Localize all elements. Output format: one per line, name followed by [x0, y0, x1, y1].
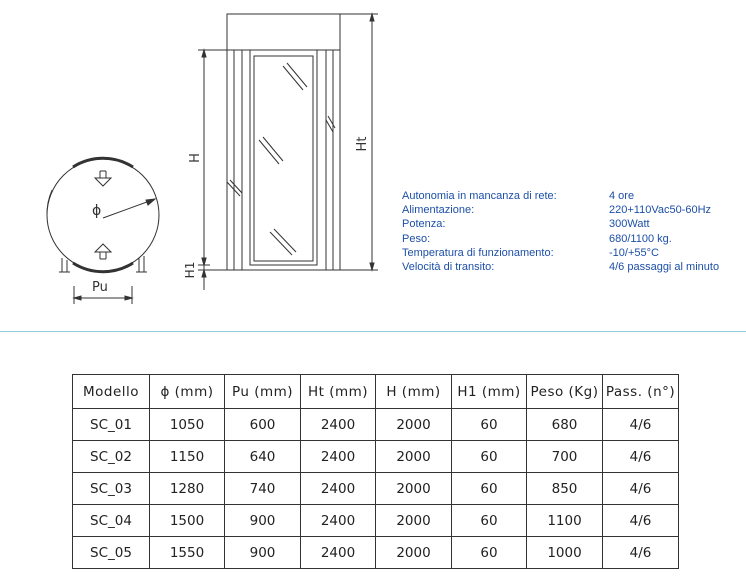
spec-label: Autonomia in mancanza di rete: — [402, 190, 557, 202]
table-cell: 1150 — [150, 441, 225, 473]
table-row — [73, 409, 679, 441]
table-cell: 600 — [225, 409, 301, 441]
spec-value: -10/+55°C — [609, 246, 659, 259]
column-header: ϕ (mm) — [150, 375, 225, 409]
column-header: H1 (mm) — [452, 375, 527, 409]
table-cell: 680 — [527, 409, 603, 441]
table-cell: 4/6 — [603, 409, 679, 441]
spec-row — [402, 260, 719, 274]
spec-value: 680/1100 kg. — [609, 232, 672, 245]
column-header: Pass. (n°) — [603, 375, 679, 409]
spec-row — [402, 189, 719, 203]
table-row — [73, 473, 679, 505]
table-cell: 2400 — [301, 441, 376, 473]
table-cell: 2000 — [376, 537, 452, 569]
spec-value: 4 ore — [609, 190, 635, 202]
total-height-label: Ht — [355, 136, 370, 152]
table-cell: 4/6 — [603, 473, 679, 505]
column-header: Peso (Kg) — [527, 375, 603, 409]
dimension-h1 — [202, 246, 206, 290]
spec-value: 300Watt — [609, 218, 650, 231]
base-height-label: H1 — [183, 261, 197, 279]
table-cell: 2000 — [376, 505, 452, 537]
table-cell: SC_03 — [73, 473, 150, 505]
width-label: Pu — [92, 280, 108, 295]
table-cell: 4/6 — [603, 537, 679, 569]
table-cell: 740 — [225, 473, 301, 505]
dimension-h — [198, 50, 234, 265]
table-cell: 60 — [452, 505, 527, 537]
table-cell: 2000 — [376, 441, 452, 473]
elevation-view — [198, 14, 340, 270]
spec-value: 220+110Vac50-60Hz — [609, 204, 712, 217]
table-cell: 1000 — [527, 537, 603, 569]
spec-label: Potenza: — [402, 218, 446, 231]
height-label: H — [188, 153, 203, 163]
table-cell: 2000 — [376, 409, 452, 441]
spec-label: Peso: — [402, 232, 431, 245]
table-cell: 60 — [452, 441, 527, 473]
table-cell: 4/6 — [603, 441, 679, 473]
table-cell: 60 — [452, 473, 527, 505]
table-header-row — [73, 375, 679, 409]
arrow-up-icon — [95, 244, 111, 259]
table-cell: 640 — [225, 441, 301, 473]
spec-label: Alimentazione: — [402, 204, 475, 217]
table-cell: 1550 — [150, 537, 225, 569]
table-row — [73, 537, 679, 569]
spec-label: Temperatura di funzionamento: — [402, 246, 554, 259]
table-cell: 900 — [225, 537, 301, 569]
table-cell: 2400 — [301, 537, 376, 569]
column-header: Ht (mm) — [301, 375, 376, 409]
diameter-label: ϕ — [92, 203, 102, 219]
table-cell: 900 — [225, 505, 301, 537]
section-divider — [0, 331, 746, 332]
table-cell: 2000 — [376, 473, 452, 505]
column-header: Modello — [73, 375, 150, 409]
table-cell: SC_01 — [73, 409, 150, 441]
spec-row — [402, 217, 719, 231]
column-header: Pu (mm) — [225, 375, 301, 409]
table-cell: 1500 — [150, 505, 225, 537]
table-cell: 2400 — [301, 505, 376, 537]
table-cell: 1280 — [150, 473, 225, 505]
table-cell: 700 — [527, 441, 603, 473]
table-cell: SC_04 — [73, 505, 150, 537]
table-cell: SC_02 — [73, 441, 150, 473]
spec-value: 4/6 passaggi al minuto — [609, 260, 720, 273]
table-cell: 60 — [452, 537, 527, 569]
specifications-list — [402, 189, 719, 274]
table-row — [73, 441, 679, 473]
column-header: H (mm) — [376, 375, 452, 409]
table-cell: 850 — [527, 473, 603, 505]
table-row — [73, 505, 679, 537]
spec-label: Velocità di transito: — [402, 260, 495, 273]
spec-row — [402, 203, 719, 217]
table-cell: SC_05 — [73, 537, 150, 569]
spec-row — [402, 246, 719, 260]
table-cell: 2400 — [301, 473, 376, 505]
table-cell: 2400 — [301, 409, 376, 441]
models-table — [72, 374, 679, 569]
table-cell: 1100 — [527, 505, 603, 537]
table-cell: 1050 — [150, 409, 225, 441]
table-cell: 4/6 — [603, 505, 679, 537]
spec-row — [402, 232, 719, 246]
table-cell: 60 — [452, 409, 527, 441]
arrow-down-icon — [95, 171, 111, 186]
